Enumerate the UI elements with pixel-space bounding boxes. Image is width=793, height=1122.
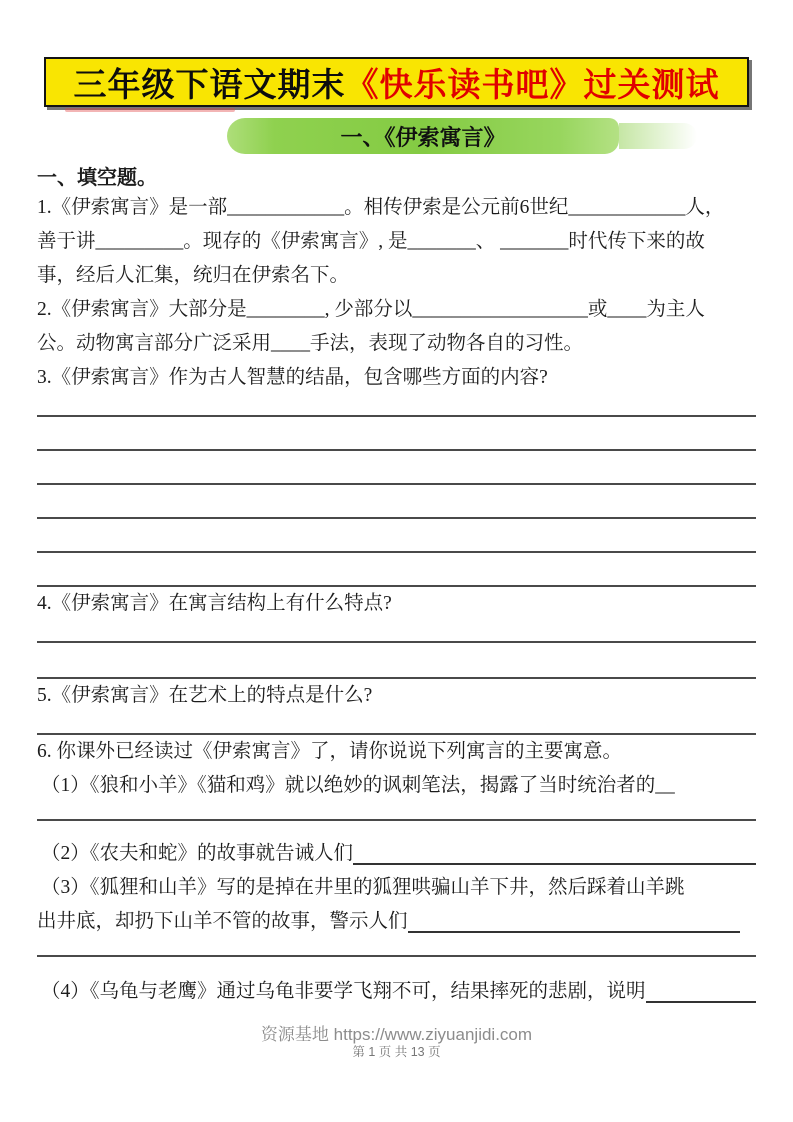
answer-line bbox=[37, 395, 756, 417]
answer-line bbox=[37, 713, 756, 735]
question-2-line-1: 2.《伊索寓言》大部分是________, 少部分以__________________或____为主人 bbox=[37, 299, 705, 320]
answer-line bbox=[37, 485, 756, 519]
question-6-sub-1-answer-area bbox=[37, 803, 756, 821]
question-4: 4.《伊索寓言》在寓言结构上有什么特点? bbox=[37, 593, 392, 614]
footer-page-number: 第 1 页 共 13 页 bbox=[352, 1045, 441, 1059]
question-1-line-3: 事，经后人汇集，统归在伊索名下。 bbox=[37, 265, 350, 286]
question-6-sub-3-line-1: （3）《狐狸和山羊》写的是掉在井里的狐狸哄骗山羊下井，然后踩着山羊跳 bbox=[41, 877, 685, 898]
question-6-sub-4 bbox=[37, 975, 756, 1009]
question-2-line-2: 公。动物寓言部分广泛采用____手法，表现了动物各自的习性。 bbox=[37, 333, 584, 354]
part-heading: 一、填空题。 bbox=[37, 167, 157, 189]
question-6-sub-2 bbox=[37, 837, 756, 871]
exam-title-black: 三年级下语文期末 bbox=[73, 67, 346, 104]
answer-line bbox=[37, 451, 756, 485]
question-6-sub-4-text: （4）《乌龟与老鹰》通过乌龟非要学飞翔不可，结果摔死的悲剧，说明 bbox=[41, 981, 646, 1002]
question-1-line-1: 1.《伊索寓言》是一部____________。相传伊索是公元前6世纪____________人， bbox=[37, 197, 725, 218]
page-footer bbox=[37, 1025, 756, 1060]
exam-title-red: 《快乐读书吧》过关测试 bbox=[345, 67, 720, 104]
question-6: 6. 你课外已经读过《伊索寓言》了，请你说说下列寓言的主要寓意。 bbox=[37, 741, 623, 762]
answer-line bbox=[37, 939, 756, 957]
answer-line bbox=[37, 643, 756, 679]
question-5-answer-area bbox=[37, 713, 756, 735]
question-6-sub-1: （1）《狼和小羊》《猫和鸡》就以绝妙的讽刺笔法，揭露了当时统治者的__ bbox=[41, 775, 675, 796]
question-6-sub-3-text: 出井底，却扔下山羊不管的故事，警示人们 bbox=[37, 911, 408, 932]
section-title: 一、《伊索寓言》 bbox=[340, 124, 506, 150]
blank-line bbox=[646, 975, 756, 1003]
answer-line bbox=[37, 803, 756, 821]
answer-line bbox=[37, 417, 756, 451]
answer-line bbox=[37, 519, 756, 553]
section-banner bbox=[227, 118, 619, 154]
scan-artifact bbox=[65, 108, 235, 112]
exam-title-banner bbox=[44, 57, 749, 107]
question-1-line-2: 善于讲_________。现存的《伊索寓言》, 是_______、 _______时代传下来的故 bbox=[37, 231, 705, 252]
question-6-sub-2-text: （2）《农夫和蛇》的故事就告诫人们 bbox=[41, 843, 354, 864]
question-6-sub-3-answer-area bbox=[37, 939, 756, 957]
question-3-answer-area bbox=[37, 395, 756, 587]
blank-line bbox=[408, 905, 740, 933]
answer-line bbox=[37, 553, 756, 587]
question-4-answer-area bbox=[37, 621, 756, 679]
blank-line bbox=[353, 837, 756, 865]
question-5: 5.《伊索寓言》在艺术上的特点是什么? bbox=[37, 685, 373, 706]
question-6-sub-3-line-2 bbox=[37, 905, 756, 939]
answer-line bbox=[37, 621, 756, 643]
footer-site-url: 资源基地 https://www.ziyuanjidi.com bbox=[260, 1025, 533, 1044]
question-3: 3.《伊索寓言》作为古人智慧的结晶，包含哪些方面的内容? bbox=[37, 367, 548, 388]
